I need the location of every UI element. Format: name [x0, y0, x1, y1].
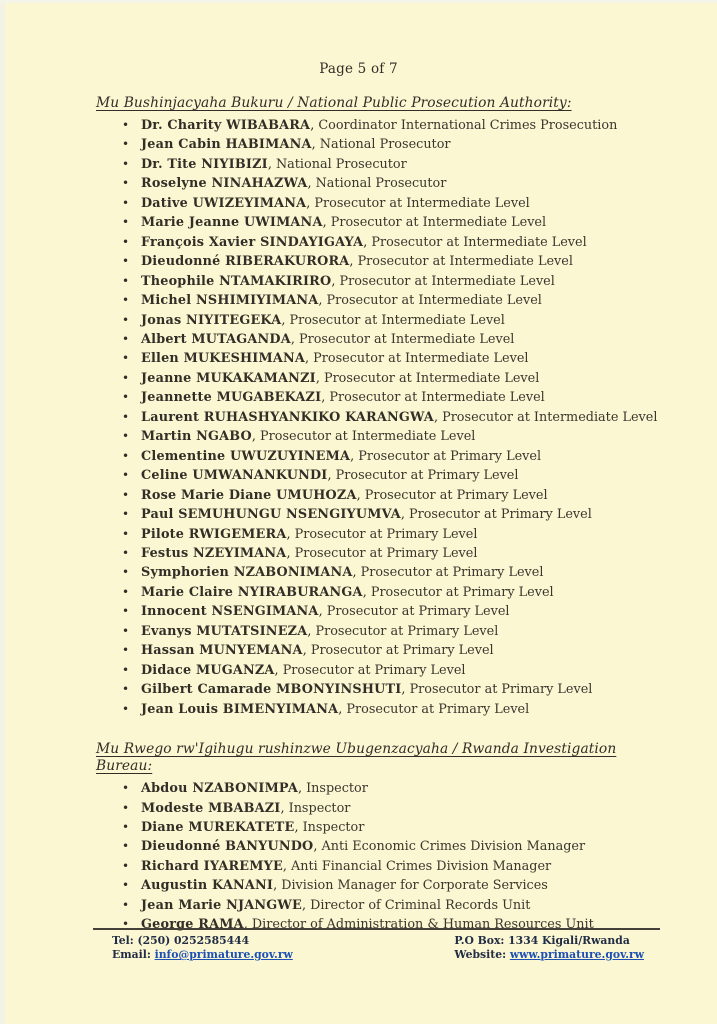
person-name: Didace MUGANZA	[141, 662, 275, 678]
name-role-separator: ,	[282, 858, 292, 874]
person-name: Hassan MUNYEMANA	[141, 643, 303, 659]
name-role-separator: ,	[352, 565, 361, 581]
person-name: Gilbert Camarade MBONYINSHUTI	[141, 682, 402, 698]
person-role: National Prosecutor	[319, 137, 451, 153]
person-name: Celine UMWANANKUNDI	[141, 468, 328, 484]
list-item	[96, 505, 674, 524]
person-role: Prosecutor at Intermediate Level	[330, 215, 547, 231]
email-link[interactable]: info@primature.gov.rw	[154, 948, 293, 961]
list-item	[96, 799, 674, 818]
person-role: Prosecutor at Intermediate Level	[339, 273, 555, 289]
pobox-value: 1334 Kigali/Rwanda	[508, 934, 630, 947]
document-body	[96, 95, 674, 935]
person-name: Roselyne NINAHAZWA	[141, 176, 308, 192]
person-name: Evanys MUTATSINEZA	[141, 623, 308, 639]
name-role-separator: ,	[306, 195, 315, 211]
name-role-separator: ,	[273, 878, 282, 894]
name-role-separator: ,	[433, 409, 443, 425]
list-item	[96, 544, 674, 563]
name-role-separator: ,	[315, 370, 324, 386]
person-role: Prosecutor at Intermediate Level	[371, 234, 587, 250]
list-item	[96, 349, 674, 368]
footer-email-line	[112, 948, 293, 962]
person-role: Division Manager for Corporate Services	[281, 878, 548, 894]
person-name: Jonas NIYITEGEKA	[141, 312, 282, 328]
list-item	[96, 896, 674, 915]
person-name: Jeanne MUKAKAMANZI	[141, 370, 316, 386]
name-role-separator: ,	[267, 156, 276, 172]
person-role: Director of Criminal Records Unit	[310, 897, 531, 913]
person-name: Festus NZEYIMANA	[141, 545, 287, 561]
footer-pobox-line	[454, 934, 644, 948]
list-item	[96, 818, 674, 837]
list-item	[96, 661, 674, 680]
person-name: Marie Jeanne UWIMANA	[141, 215, 323, 231]
page-number: Page 5 of 7	[319, 61, 398, 77]
name-role-separator: ,	[286, 545, 295, 561]
list-item	[96, 700, 674, 719]
name-role-separator: ,	[305, 351, 314, 367]
list-item	[96, 272, 674, 291]
person-name: Albert MUTAGANDA	[141, 331, 291, 347]
person-role: Prosecutor at Intermediate Level	[329, 390, 545, 406]
name-role-separator: ,	[362, 584, 371, 600]
person-name: Jean Louis BIMENYIMANA	[141, 701, 339, 717]
name-role-separator: ,	[302, 643, 311, 659]
name-role-separator: ,	[318, 293, 327, 309]
person-name: Richard IYAREMYE	[141, 858, 283, 874]
list-item	[96, 583, 674, 602]
list-item	[96, 447, 674, 466]
name-role-separator: ,	[318, 604, 327, 620]
person-role: Prosecutor at Primary Level	[335, 468, 519, 484]
prosecution-authority-list	[96, 116, 674, 719]
name-role-separator: ,	[307, 623, 316, 639]
person-name: François Xavier SINDAYIGAYA	[141, 234, 364, 250]
name-role-separator: ,	[401, 682, 410, 698]
tel-value: (250) 0252585444	[137, 934, 250, 947]
name-role-separator: ,	[286, 526, 295, 542]
person-role: Prosecutor at Intermediate Level	[326, 293, 542, 309]
name-role-separator: ,	[310, 118, 319, 133]
person-name: Dative UWIZEYIMANA	[141, 195, 307, 211]
footer-contact-right	[454, 934, 644, 962]
list-item	[96, 641, 674, 660]
list-item	[96, 213, 674, 232]
name-role-separator: ,	[311, 137, 320, 153]
person-role: Prosecutor at Intermediate Level	[313, 351, 529, 367]
person-role: Coordinator International Crimes Prosecution	[318, 118, 618, 133]
list-item	[96, 837, 674, 856]
person-role: National Prosecutor	[315, 176, 447, 192]
list-item	[96, 486, 674, 505]
list-item	[96, 369, 674, 388]
name-role-separator: ,	[327, 468, 336, 484]
person-name: Laurent RUHASHYANKIKO KARANGWA	[141, 409, 434, 425]
name-role-separator: ,	[331, 273, 340, 289]
person-role: Prosecutor at Intermediate Level	[357, 254, 573, 270]
person-name: Abdou NZABONIMPA	[141, 781, 298, 797]
person-role: National Prosecutor	[275, 156, 407, 172]
person-role: Prosecutor at Intermediate Level	[299, 331, 515, 347]
name-role-separator: ,	[350, 448, 359, 464]
person-name: Pilote RWIGEMERA	[141, 526, 287, 542]
person-role: Prosecutor at Primary Level	[310, 643, 494, 659]
person-name: Ellen MUKESHIMANA	[141, 351, 306, 367]
person-name: Michel NSHIMIYIMANA	[141, 293, 319, 309]
person-name: Dieudonné RIBERAKURORA	[141, 254, 350, 270]
name-role-separator: ,	[281, 312, 290, 328]
list-item	[96, 622, 674, 641]
name-role-separator: ,	[243, 917, 252, 933]
person-name: Jeannette MUGABEKAZI	[141, 390, 322, 406]
person-name: Marie Claire NYIRABURANGA	[141, 584, 363, 600]
name-role-separator: ,	[338, 701, 347, 717]
person-role: Anti Financial Crimes Division Manager	[291, 858, 552, 874]
list-item	[96, 602, 674, 621]
pobox-label: P.O Box:	[454, 934, 505, 947]
name-role-separator: ,	[363, 234, 372, 250]
person-name: Jean Marie NJANGWE	[141, 897, 302, 913]
footer-tel-line	[112, 934, 293, 948]
list-item	[96, 779, 674, 798]
section-heading-investigation-bureau: Mu Rwego rw'Igihugu rushinzwe Ubugenzacyaha / Rwanda Investigation Bureau:	[96, 741, 617, 775]
list-item	[96, 330, 674, 349]
person-role: Prosecutor at Primary Level	[282, 662, 466, 678]
list-item	[96, 466, 674, 485]
list-item	[96, 252, 674, 271]
name-role-separator: ,	[313, 839, 322, 855]
list-item	[96, 876, 674, 895]
person-name: Modeste MBABAZI	[141, 800, 281, 816]
list-item	[96, 311, 674, 330]
list-item	[96, 857, 674, 876]
person-name: Dr. Tite NIYIBIZI	[141, 156, 268, 172]
name-role-separator: ,	[301, 897, 311, 913]
person-role: Prosecutor at Intermediate Level	[323, 370, 540, 386]
person-role: Prosecutor at Intermediate Level	[314, 195, 530, 211]
list-item	[96, 116, 674, 135]
scan-edge-left	[0, 0, 5, 1024]
person-name: Dieudonné BANYUNDO	[141, 839, 314, 855]
name-role-separator: ,	[307, 176, 316, 192]
person-role: Prosecutor at Primary Level	[370, 584, 554, 600]
person-role: Inspector	[288, 800, 351, 816]
person-name: Augustin KANANI	[141, 878, 274, 894]
person-role: Prosecutor at Primary Level	[409, 682, 593, 698]
list-item	[96, 525, 674, 544]
person-role: Prosecutor at Primary Level	[408, 507, 592, 523]
list-item	[96, 135, 674, 154]
person-role: Prosecutor at Primary Level	[346, 701, 530, 717]
person-role: Director of Administration & Human Resources Unit	[251, 917, 594, 933]
list-item	[96, 388, 674, 407]
person-role: Prosecutor at Intermediate Level	[260, 429, 476, 445]
list-item	[96, 427, 674, 446]
name-role-separator: ,	[322, 215, 331, 231]
person-role: Prosecutor at Primary Level	[326, 604, 510, 620]
list-item	[96, 680, 674, 699]
email-label: Email:	[112, 948, 151, 961]
list-item	[96, 155, 674, 174]
person-role: Prosecutor at Primary Level	[364, 487, 548, 503]
name-role-separator: ,	[290, 331, 299, 347]
website-link[interactable]: www.primature.gov.rw	[509, 948, 644, 961]
person-role: Prosecutor at Intermediate Level	[442, 409, 658, 425]
person-role: Prosecutor at Primary Level	[315, 623, 499, 639]
person-role: Prosecutor at Primary Level	[360, 565, 544, 581]
person-role: Prosecutor at Primary Level	[294, 526, 478, 542]
name-role-separator: ,	[274, 662, 283, 678]
list-item	[96, 233, 674, 252]
name-role-separator: ,	[356, 487, 365, 503]
name-role-separator: ,	[400, 507, 409, 523]
person-role: Prosecutor at Primary Level	[294, 545, 478, 561]
person-name: George RAMA	[141, 917, 244, 933]
person-name: Rose Marie Diane UMUHOZA	[141, 487, 357, 503]
person-name: Symphorien NZABONIMANA	[141, 565, 353, 581]
person-name: Dr. Charity WIBABARA	[141, 118, 311, 133]
person-role: Inspector	[306, 781, 368, 797]
list-item	[96, 174, 674, 193]
investigation-bureau-list	[96, 779, 674, 935]
name-role-separator: ,	[321, 390, 330, 406]
person-name: Paul SEMUHUNGU NSENGIYUMVA	[141, 507, 401, 523]
name-role-separator: ,	[297, 781, 307, 797]
section-heading-prosecution-authority: Mu Bushinjacyaha Bukuru / National Public Prosecution Authority:	[96, 95, 572, 111]
person-name: Martin NGABO	[141, 429, 252, 445]
person-name: Theophile NTAMAKIRIRO	[141, 273, 332, 289]
person-name: Jean Cabin HABIMANA	[141, 137, 312, 153]
person-role: Prosecutor at Primary Level	[358, 448, 542, 464]
person-role: Inspector	[302, 819, 365, 835]
name-role-separator: ,	[349, 254, 358, 270]
list-item	[96, 291, 674, 310]
page-footer	[93, 928, 660, 962]
person-name: Diane MUREKATETE	[141, 819, 295, 835]
person-name: Innocent NSENGIMANA	[141, 604, 319, 620]
list-item	[96, 408, 674, 427]
footer-website-line	[454, 948, 644, 962]
tel-label: Tel:	[112, 934, 134, 947]
website-label: Website:	[454, 948, 507, 961]
person-role: Anti Economic Crimes Division Manager	[321, 839, 586, 855]
list-item	[96, 194, 674, 213]
name-role-separator: ,	[294, 819, 303, 835]
list-item	[96, 563, 674, 582]
scan-edge-top	[0, 0, 717, 3]
name-role-separator: ,	[251, 429, 261, 445]
person-role: Prosecutor at Intermediate Level	[289, 312, 505, 328]
name-role-separator: ,	[280, 800, 289, 816]
person-name: Clementine UWUZUYINEMA	[141, 448, 351, 464]
footer-contact-left	[93, 934, 293, 962]
